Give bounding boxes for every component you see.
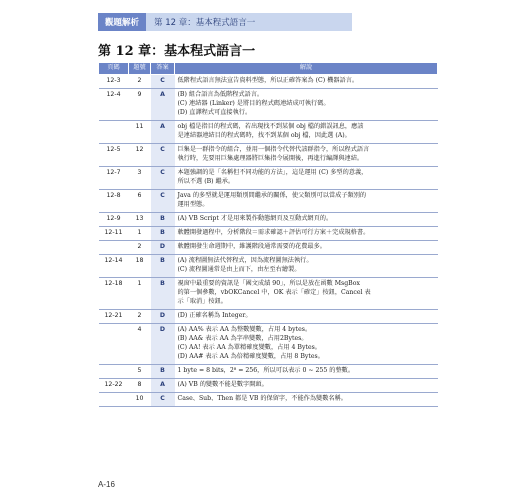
explanation-line: 巨集是一群指令的組合，並用一個指令代替代該群指令，所以程式語言 — [177, 145, 370, 153]
cell-explanation — [175, 392, 438, 406]
cell-page-range — [99, 120, 129, 143]
cell-question-number: 4 — [129, 323, 151, 364]
cell-explanation — [175, 88, 438, 120]
cell-page-range: 12-3 — [99, 74, 129, 88]
explanation-line: 是連結器連結目的程式碼時，找不到某個 obj 檔，因此選 (A)。 — [177, 131, 351, 139]
cell-question-number: 18 — [129, 254, 151, 277]
cell-answer: C — [151, 166, 175, 189]
cell-page-range — [99, 392, 129, 406]
cell-question-number: 12 — [129, 143, 151, 166]
cell-explanation — [175, 254, 438, 277]
cell-page-range: 12-11 — [99, 226, 129, 240]
page-number: A-16 — [98, 480, 115, 489]
table-row — [99, 323, 438, 364]
explanation-line: 本題強調的是「名稱但不同功能的方法」，這是運用 (C) 多型的意義， — [177, 168, 368, 176]
cell-page-range: 12-7 — [99, 166, 129, 189]
explanation-line: (D) 正確名稱為 Integer。 — [177, 311, 252, 319]
explanation-line: (D) 直譯程式可直接執行。 — [177, 108, 252, 116]
cell-page-range: 12-8 — [99, 189, 129, 212]
cell-page-range: 12-9 — [99, 212, 129, 226]
explanation-line: 1 byte = 8 bits，2⁸ = 256，所以可以表示 0 ~ 255 的整數。 — [177, 366, 355, 374]
cell-question-number: 10 — [129, 392, 151, 406]
explanation-line: Case、Sub、Then 都是 VB 的保留字，不能作為變數名稱。 — [177, 394, 347, 402]
cell-explanation — [175, 309, 438, 323]
table-body — [99, 74, 438, 406]
explanation-line: 執行時，先要用巨集處理器將巨集指令展開後，再進行編譯與連結。 — [177, 154, 364, 162]
explanation-line: 的第一個參數，vbOKCancel 中，OK 表示「確定」按鈕，Cancel 表 — [177, 288, 371, 296]
table-row — [99, 120, 438, 143]
column-header-question: 題號 — [129, 63, 151, 75]
cell-page-range: 12-14 — [99, 254, 129, 277]
explanation-line: 軟體開發過程中，分析階段＝需求確認＋評估可行方案＋完成規格書。 — [177, 228, 370, 236]
cell-answer: A — [151, 88, 175, 120]
cell-explanation — [175, 212, 438, 226]
cell-page-range — [99, 240, 129, 254]
cell-explanation — [175, 120, 438, 143]
column-header-answer: 答案 — [151, 63, 175, 75]
cell-question-number: 2 — [129, 309, 151, 323]
explanation-line: 示「取消」按鈕。 — [177, 297, 227, 305]
table-row — [99, 364, 438, 378]
cell-answer: C — [151, 189, 175, 212]
cell-answer: A — [151, 378, 175, 392]
cell-explanation — [175, 378, 438, 392]
cell-question-number: 9 — [129, 88, 151, 120]
cell-question-number: 5 — [129, 364, 151, 378]
cell-question-number: 1 — [129, 277, 151, 309]
cell-answer: D — [151, 323, 175, 364]
cell-answer: C — [151, 392, 175, 406]
cell-answer: D — [151, 240, 175, 254]
cell-explanation — [175, 323, 438, 364]
table-row — [99, 240, 438, 254]
cell-page-range: 12-4 — [99, 88, 129, 120]
cell-answer: B — [151, 364, 175, 378]
explanation-line: Java 的多型就是運用類別間繼承的關係，使父類別可以當成子類別的 — [177, 191, 367, 199]
explanation-line: obj 檔是指目的程式碼，若出現找不到某個 obj 檔的錯誤訊息，應該 — [177, 122, 364, 130]
cell-page-range: 12-5 — [99, 143, 129, 166]
cell-answer: C — [151, 143, 175, 166]
table-row — [99, 166, 438, 189]
cell-answer: B — [151, 212, 175, 226]
cell-page-range — [99, 323, 129, 364]
table-row — [99, 212, 438, 226]
cell-question-number: 8 — [129, 378, 151, 392]
explanation-line: (D) AA# 表示 AA 為倍精確度變數，占用 8 Bytes。 — [177, 352, 324, 360]
table-row — [99, 277, 438, 309]
explanation-line: (A) VB 的變數不能是數字開頭。 — [177, 380, 268, 388]
explanation-line: (B) AA& 表示 AA 為字串變數，占用2Bytes。 — [177, 334, 308, 342]
table-header-row — [99, 63, 438, 75]
cell-question-number: 2 — [129, 240, 151, 254]
cell-explanation — [175, 166, 438, 189]
cell-question-number: 6 — [129, 189, 151, 212]
explanation-line: 低階程式語言無法宣告資料型態，所以正確答案為 (C) 機器語言。 — [177, 76, 359, 84]
table-row — [99, 378, 438, 392]
cell-explanation — [175, 189, 438, 212]
column-header-explanation: 解說 — [175, 63, 438, 75]
table-row — [99, 309, 438, 323]
explanation-line: (C) 流程圖通常是由上而下，由左至右繪製。 — [177, 265, 301, 273]
explanation-line: 視窗中最重要的資訊是「國文成績 90」，所以是放在函數 MsgBox — [177, 279, 360, 287]
cell-page-range: 12-22 — [99, 378, 129, 392]
explanation-line: (B) 組合語言為低階程式語言。 — [177, 90, 264, 98]
cell-page-range — [99, 364, 129, 378]
cell-question-number: 2 — [129, 74, 151, 88]
answer-table — [98, 62, 438, 407]
explanation-line: (C) AA! 表示 AA 為單精確度變數，占用 4 Bytes。 — [177, 343, 321, 351]
table-row — [99, 226, 438, 240]
explanation-line: (C) 連結器 (Linker) 是將目的程式碼連結成可執行碼。 — [177, 99, 330, 107]
column-header-page: 頁碼 — [99, 63, 129, 75]
explanation-line: (A) 流程圖無法代替程式，因為流程圖無法執行。 — [177, 256, 313, 264]
cell-question-number: 3 — [129, 166, 151, 189]
explanation-line: 軟體開發生命週期中，維護階段通常需要的花費最多。 — [177, 242, 326, 250]
cell-question-number: 13 — [129, 212, 151, 226]
cell-explanation — [175, 277, 438, 309]
page-title: 第 12 章：基本程式語言一 — [98, 44, 256, 59]
cell-answer: B — [151, 226, 175, 240]
cell-question-number: 11 — [129, 120, 151, 143]
table-row — [99, 254, 438, 277]
table-row — [99, 74, 438, 88]
cell-answer: C — [151, 74, 175, 88]
table-row — [99, 88, 438, 120]
explanation-line: (A) VB Script 才是用來製作動態網頁及互動式網頁的。 — [177, 214, 333, 222]
table-row — [99, 143, 438, 166]
cell-answer: B — [151, 277, 175, 309]
cell-explanation — [175, 240, 438, 254]
cell-page-range: 12-21 — [99, 309, 129, 323]
table-row — [99, 189, 438, 212]
header-tag: 觀題解析 — [98, 13, 146, 31]
cell-explanation — [175, 364, 438, 378]
cell-explanation — [175, 226, 438, 240]
cell-explanation — [175, 143, 438, 166]
cell-question-number: 1 — [129, 226, 151, 240]
table-row — [99, 392, 438, 406]
chapter-header-bar — [98, 13, 352, 31]
explanation-line: (A) AA% 表示 AA 為整數變數，占用 4 bytes。 — [177, 325, 312, 333]
cell-page-range: 12-18 — [99, 277, 129, 309]
cell-answer: D — [151, 309, 175, 323]
explanation-line: 所以不選 (B) 繼承。 — [177, 177, 235, 185]
cell-answer: A — [151, 120, 175, 143]
explanation-line: 運用型態。 — [177, 200, 209, 208]
cell-answer: B — [151, 254, 175, 277]
header-section-title: 第 12 章：基本程式語言一 — [146, 13, 352, 31]
cell-explanation — [175, 74, 438, 88]
